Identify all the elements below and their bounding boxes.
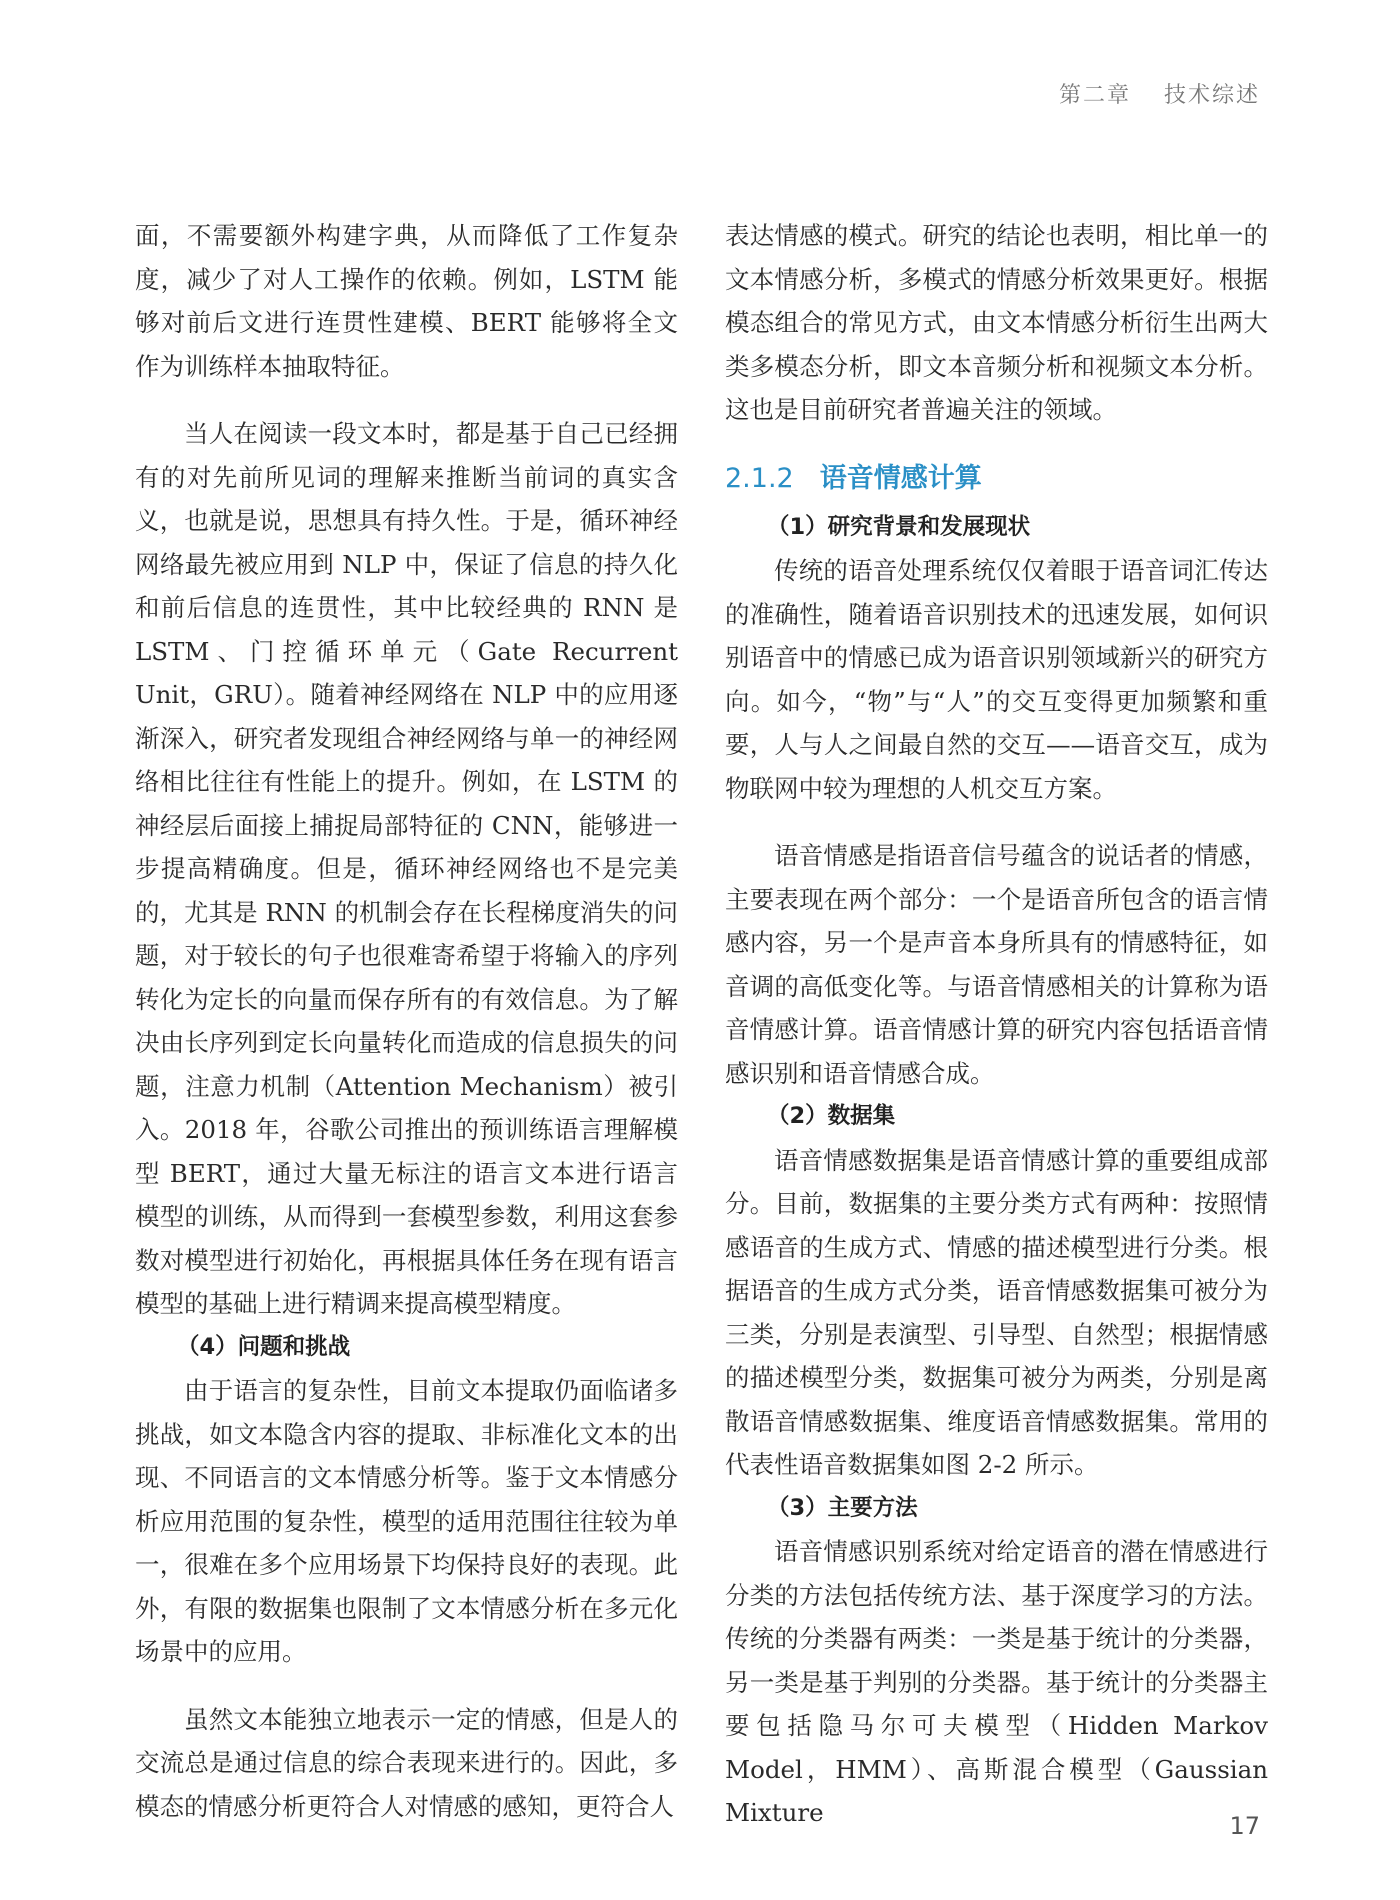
subheading-background: （1）研究背景和发展现状: [767, 513, 1031, 540]
paragraph: 虽然文本能独立地表示一定的情感，但是人的交流总是通过信息的综合表现来进行的。因此，多模态的情感分析更符合人对情感的感知，更符合人: [135, 1704, 678, 1821]
paragraph: 语音情感数据集是语音情感计算的重要组成部分。目前，数据集的主要分类方式有两种：按照情感语音的生成方式、情感的描述模型进行分类。根据语音的生成方式分类，语音情感数据集可被分为三类，分别是表演型、引导型、自然型；根据情感的描述模型分类，数据集可被分为两类，分别是离散语音情感数据集、维度语音情感数据集。常用的代表性语音数据集如图 2-2 所示。: [725, 1145, 1268, 1479]
paragraph: 语音情感识别系统对给定语音的潜在情感进行分类的方法包括传统方法、基于深度学习的方法。传统的分类器有两类：一类是基于统计的分类器，另一类是基于判别的分类器。基于统计的分类器主要包括隐马尔可夫模型（Hidden Markov Model，HMM）、高斯混合模型（Gaussian Mixture: [725, 1537, 1268, 1827]
subheading-methods: （3）主要方法: [767, 1494, 918, 1521]
page-number: 17: [1229, 1812, 1260, 1840]
section-number: 2.1.2: [725, 462, 794, 494]
section-title: 语音情感计算: [819, 462, 982, 494]
paragraph: 当人在阅读一段文本时，都是基于自己已经拥有的对先前所见词的理解来推断当前词的真实含义，也就是说，思想具有持久性。于是，循环神经网络最先被应用到 NLP 中，保证了信息的持久化和前后信息的连贯性，其中比较经典的 RNN 是 LSTM、门控循环单元（Gate Recurrent Unit，GRU）。随着神经网络在 NLP 中的应用逐渐深入，研究者发现组合神经网络与单一的神经网络相比往往有性能上的提升。例如，在 LSTM 的神经层后面接上捕捉局部特征的 CNN，能够进一步提高精确度。但是，循环神经网络也不是完美的，尤其是 RNN 的机制会存在长程梯度消失的问题，对于较长的句子也很难寄希望于将输入的序列转化为定长的向量而保存所有的有效信息。为了解决由长序列到定长向量转化而造成的信息损失的问题，注意力机制（Attention Mechanism）被引入。2018 年，谷歌公司推出的预训练语言理解模型 BERT，通过大量无标注的语言文本进行语言模型的训练，从而得到一套模型参数，利用这套参数对模型进行初始化，再根据具体任务在现有语言模型的基础上进行精调来提高模型精度。: [135, 419, 678, 1318]
left-column: [135, 214, 678, 1828]
chapter-title: 技术综述: [1163, 83, 1260, 108]
paragraph: 传统的语音处理系统仅仅着眼于语音词汇传达的准确性，随着语音识别技术的迅速发展，如何识别语音中的情感已成为语音识别领域新兴的研究方向。如今，“物”与“人”的交互变得更加频繁和重要，人与人之间最自然的交互——语音交互，成为物联网中较为理想的人机交互方案。: [725, 556, 1268, 803]
subheading-datasets: （2）数据集: [767, 1103, 896, 1129]
paragraph: 语音情感是指语音信号蕴含的说话者的情感，主要表现在两个部分：一个是语音所包含的语言情感内容，另一个是声音本身所具有的情感特征，如音调的高低变化等。与语音情感相关的计算称为语音情感计算。语音情感计算的研究内容包括语音情感识别和语音情感合成。: [725, 841, 1268, 1088]
paragraph: 由于语言的复杂性，目前文本提取仍面临诸多挑战，如文本隐含内容的提取、非标准化文本的出现、不同语言的文本情感分析等。鉴于文本情感分析应用范围的复杂性，模型的适用范围往往较为单一，很难在多个应用场景下均保持良好的表现。此外，有限的数据集也限制了文本情感分析在多元化场景中的应用。: [135, 1376, 678, 1666]
paragraph: 表达情感的模式。研究的结论也表明，相比单一的文本情感分析，多模式的情感分析效果更好。根据模态组合的常见方式，由文本情感分析衍生出两大类多模态分析，即文本音频分析和视频文本分析。这也是目前研究者普遍关注的领域。: [725, 221, 1268, 424]
section-heading: [725, 454, 1268, 504]
paragraph: 面，不需要额外构建字典，从而降低了工作复杂度，减少了对人工操作的依赖。例如，LSTM 能够对前后文进行连贯性建模、BERT 能够将全文作为训练样本抽取特征。: [135, 221, 678, 381]
right-column: [725, 214, 1268, 1835]
running-header: [1059, 78, 1260, 109]
chapter-label: 第二章: [1058, 83, 1131, 108]
subheading-problems: （4）问题和挑战: [177, 1333, 351, 1360]
